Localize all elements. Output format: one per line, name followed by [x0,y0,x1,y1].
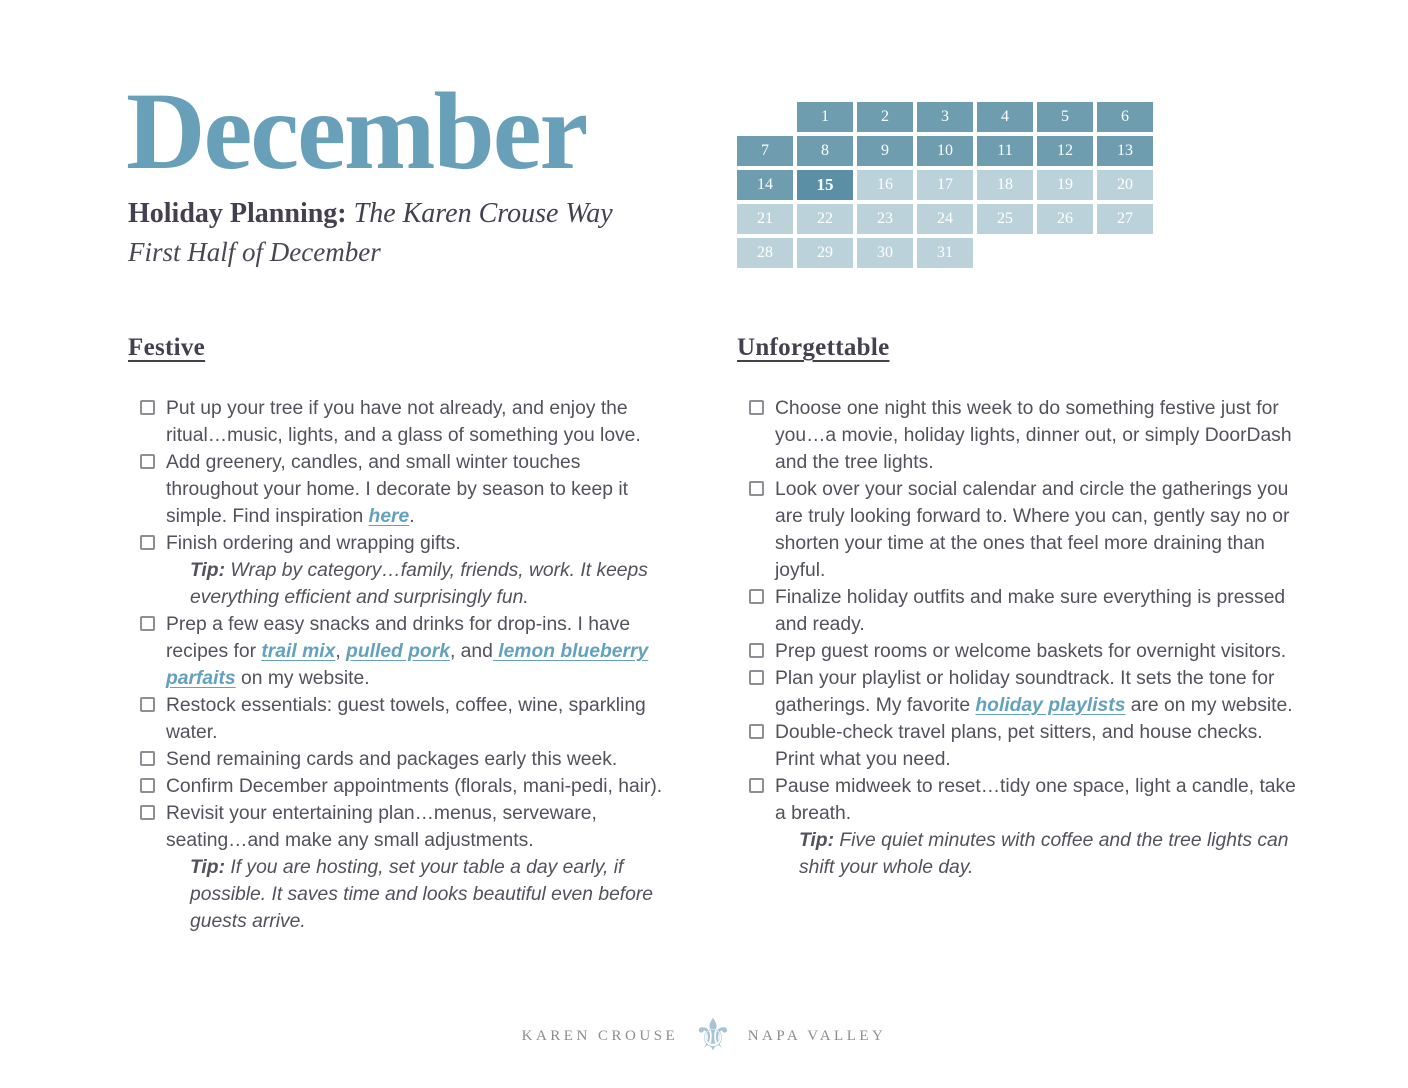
tip-label: Tip: [799,830,834,851]
item-text-segment: Finish ordering and wrapping gifts. [166,533,461,554]
item-text-segment: Confirm December appointments (florals, mani-pedi, hair). [166,776,663,797]
checklist-item [140,530,676,611]
unforgettable-checklist [737,395,1297,881]
checkbox[interactable] [140,805,155,820]
checkbox[interactable] [749,778,764,793]
page-subtitle [128,198,613,230]
tip-note [799,827,1297,881]
checkbox[interactable] [140,616,155,631]
calendar-day-31: 31 [917,238,973,268]
item-text-segment: , and [449,641,493,662]
calendar-day-28: 28 [737,238,793,268]
calendar-day-16: 16 [857,170,913,200]
calendar-day-17: 17 [917,170,973,200]
item-text [166,449,676,530]
checklist-item [140,449,676,530]
footer-logo [0,1006,1408,1066]
tip-label: Tip: [190,857,225,878]
tip-note [190,854,676,935]
checklist-item [140,746,676,773]
calendar-day-9: 9 [857,136,913,166]
checklist-item [749,584,1297,638]
item-text [166,611,676,692]
fleur-de-lis-icon: ⚜ [693,1011,733,1060]
checkbox[interactable] [749,643,764,658]
item-text [166,800,676,935]
tip-text: If you are hosting, set your table a day early, if possible. It saves time and looks beautiful even before guests arrive. [190,857,654,932]
item-text-segment: . [409,506,415,527]
item-text [166,530,676,611]
calendar-day-26: 26 [1037,204,1093,234]
checklist-item [749,773,1297,881]
column-festive [128,334,676,935]
checkbox[interactable] [140,697,155,712]
calendar-day-27: 27 [1097,204,1153,234]
calendar-day-4: 4 [977,102,1033,132]
calendar-day-22: 22 [797,204,853,234]
calendar-day-30: 30 [857,238,913,268]
item-text-segment: Plan your playlist or holiday soundtrack. It sets the tone for gatherings. My favorite [775,668,1275,716]
checkbox[interactable] [749,670,764,685]
item-text [775,584,1297,638]
checklist-item [140,395,676,449]
item-text [775,665,1297,719]
inline-link[interactable]: holiday playlists [975,695,1126,716]
tip-note [190,557,676,611]
tip-text: Wrap by category…family, friends, work. It keeps everything efficient and surprisingly fun. [190,560,648,608]
item-text [166,773,676,800]
inline-link[interactable]: trail mix [261,641,336,662]
item-text-segment: Add greenery, candles, and small winter touches throughout your home. I decorate by season to keep it simple. Find inspiration [166,452,628,527]
item-text-segment: Prep a few easy snacks and drinks for drop-ins. I have recipes for [166,614,631,662]
calendar-day-20: 20 [1097,170,1153,200]
calendar-day-10: 10 [917,136,973,166]
checklist-item [140,692,676,746]
calendar-day-5: 5 [1037,102,1093,132]
calendar-day-2: 2 [857,102,913,132]
calendar-day-7: 7 [737,136,793,166]
checkbox[interactable] [140,751,155,766]
calendar-day-12: 12 [1037,136,1093,166]
tip-label: Tip: [190,560,225,581]
inline-link[interactable]: here [368,506,410,527]
item-text-segment: Double-check travel plans, pet sitters, and house checks. Print what you need. [775,722,1263,770]
checklist-item [140,800,676,935]
checkbox[interactable] [140,400,155,415]
item-text [166,692,676,746]
checkbox[interactable] [749,400,764,415]
item-text-segment: Revisit your entertaining plan…menus, serveware, seating…and make any small adjustments. [166,803,597,851]
item-text [775,395,1297,476]
calendar-day-21: 21 [737,204,793,234]
item-text-segment: Finalize holiday outfits and make sure everything is pressed and ready. [775,587,1286,635]
calendar-day-11: 11 [977,136,1033,166]
checkbox[interactable] [749,724,764,739]
item-text-segment: Choose one night this week to do something festive just for you…a movie, holiday lights, dinner out, or simply DoorDash and the tree lights. [775,398,1292,473]
section-heading-unforgettable: Unforgettable [737,334,890,361]
checklist-item [749,476,1297,584]
calendar-day-23: 23 [857,204,913,234]
calendar-day-19: 19 [1037,170,1093,200]
item-text-segment: , [335,641,347,662]
subtitle-bold: Holiday Planning: [128,198,347,229]
item-text-segment: Put up your tree if you have not already, and enjoy the ritual…music, lights, and a glass of something you love. [166,398,641,446]
checklist-item [749,638,1297,665]
calendar-day-3: 3 [917,102,973,132]
item-text-segment: on my website. [235,668,370,689]
item-text [775,638,1297,665]
festive-checklist [128,395,676,935]
column-unforgettable [737,334,1297,881]
item-text-segment: are on my website. [1125,695,1293,716]
inline-link[interactable]: pulled pork [346,641,450,662]
checklist-item [749,665,1297,719]
calendar-day-8: 8 [797,136,853,166]
footer-brand-location: NAPA VALLEY [747,1027,887,1044]
checkbox[interactable] [140,535,155,550]
calendar-day-6: 6 [1097,102,1153,132]
item-text-segment: Pause midweek to reset…tidy one space, light a candle, take a breath. [775,776,1296,824]
calendar-day-29: 29 [797,238,853,268]
item-text [775,773,1297,881]
checkbox[interactable] [749,589,764,604]
checklist-item [749,395,1297,476]
checkbox[interactable] [749,481,764,496]
subtitle-italic: The Karen Crouse Way [353,198,613,229]
checkbox[interactable] [140,778,155,793]
item-text-segment: Send remaining cards and packages early this week. [166,749,618,770]
tip-text: Five quiet minutes with coffee and the tree lights can shift your whole day. [799,830,1289,878]
item-text [775,476,1297,584]
calendar-day-24: 24 [917,204,973,234]
item-text-segment: Prep guest rooms or welcome baskets for overnight visitors. [775,641,1287,662]
item-text [166,395,676,449]
inline-link[interactable]: lemon blueberry parfaits [166,641,649,689]
calendar-day-18: 18 [977,170,1033,200]
item-text [166,746,676,773]
footer-brand-name: KAREN CROUSE [521,1027,679,1044]
calendar-day-14: 14 [737,170,793,200]
item-text-segment: Look over your social calendar and circle the gatherings you are truly looking forward to. Where you can, gently say no or shorten your time at the ones that feel more draining than joyful. [775,479,1290,581]
calendar-day-25: 25 [977,204,1033,234]
checklist-item [749,719,1297,773]
calendar-day-1: 1 [797,102,853,132]
calendar-day-13: 13 [1097,136,1153,166]
checklist-item [140,773,676,800]
section-heading-festive: Festive [128,334,206,361]
item-text [775,719,1297,773]
calendar-day-15: 15 [797,170,853,200]
page-title: December [126,70,587,192]
checklist-item [140,611,676,692]
page-subheading: First Half of December [128,237,381,267]
item-text-segment: Restock essentials: guest towels, coffee, wine, sparkling water. [166,695,646,743]
december-calendar [737,102,1153,268]
checkbox[interactable] [140,454,155,469]
